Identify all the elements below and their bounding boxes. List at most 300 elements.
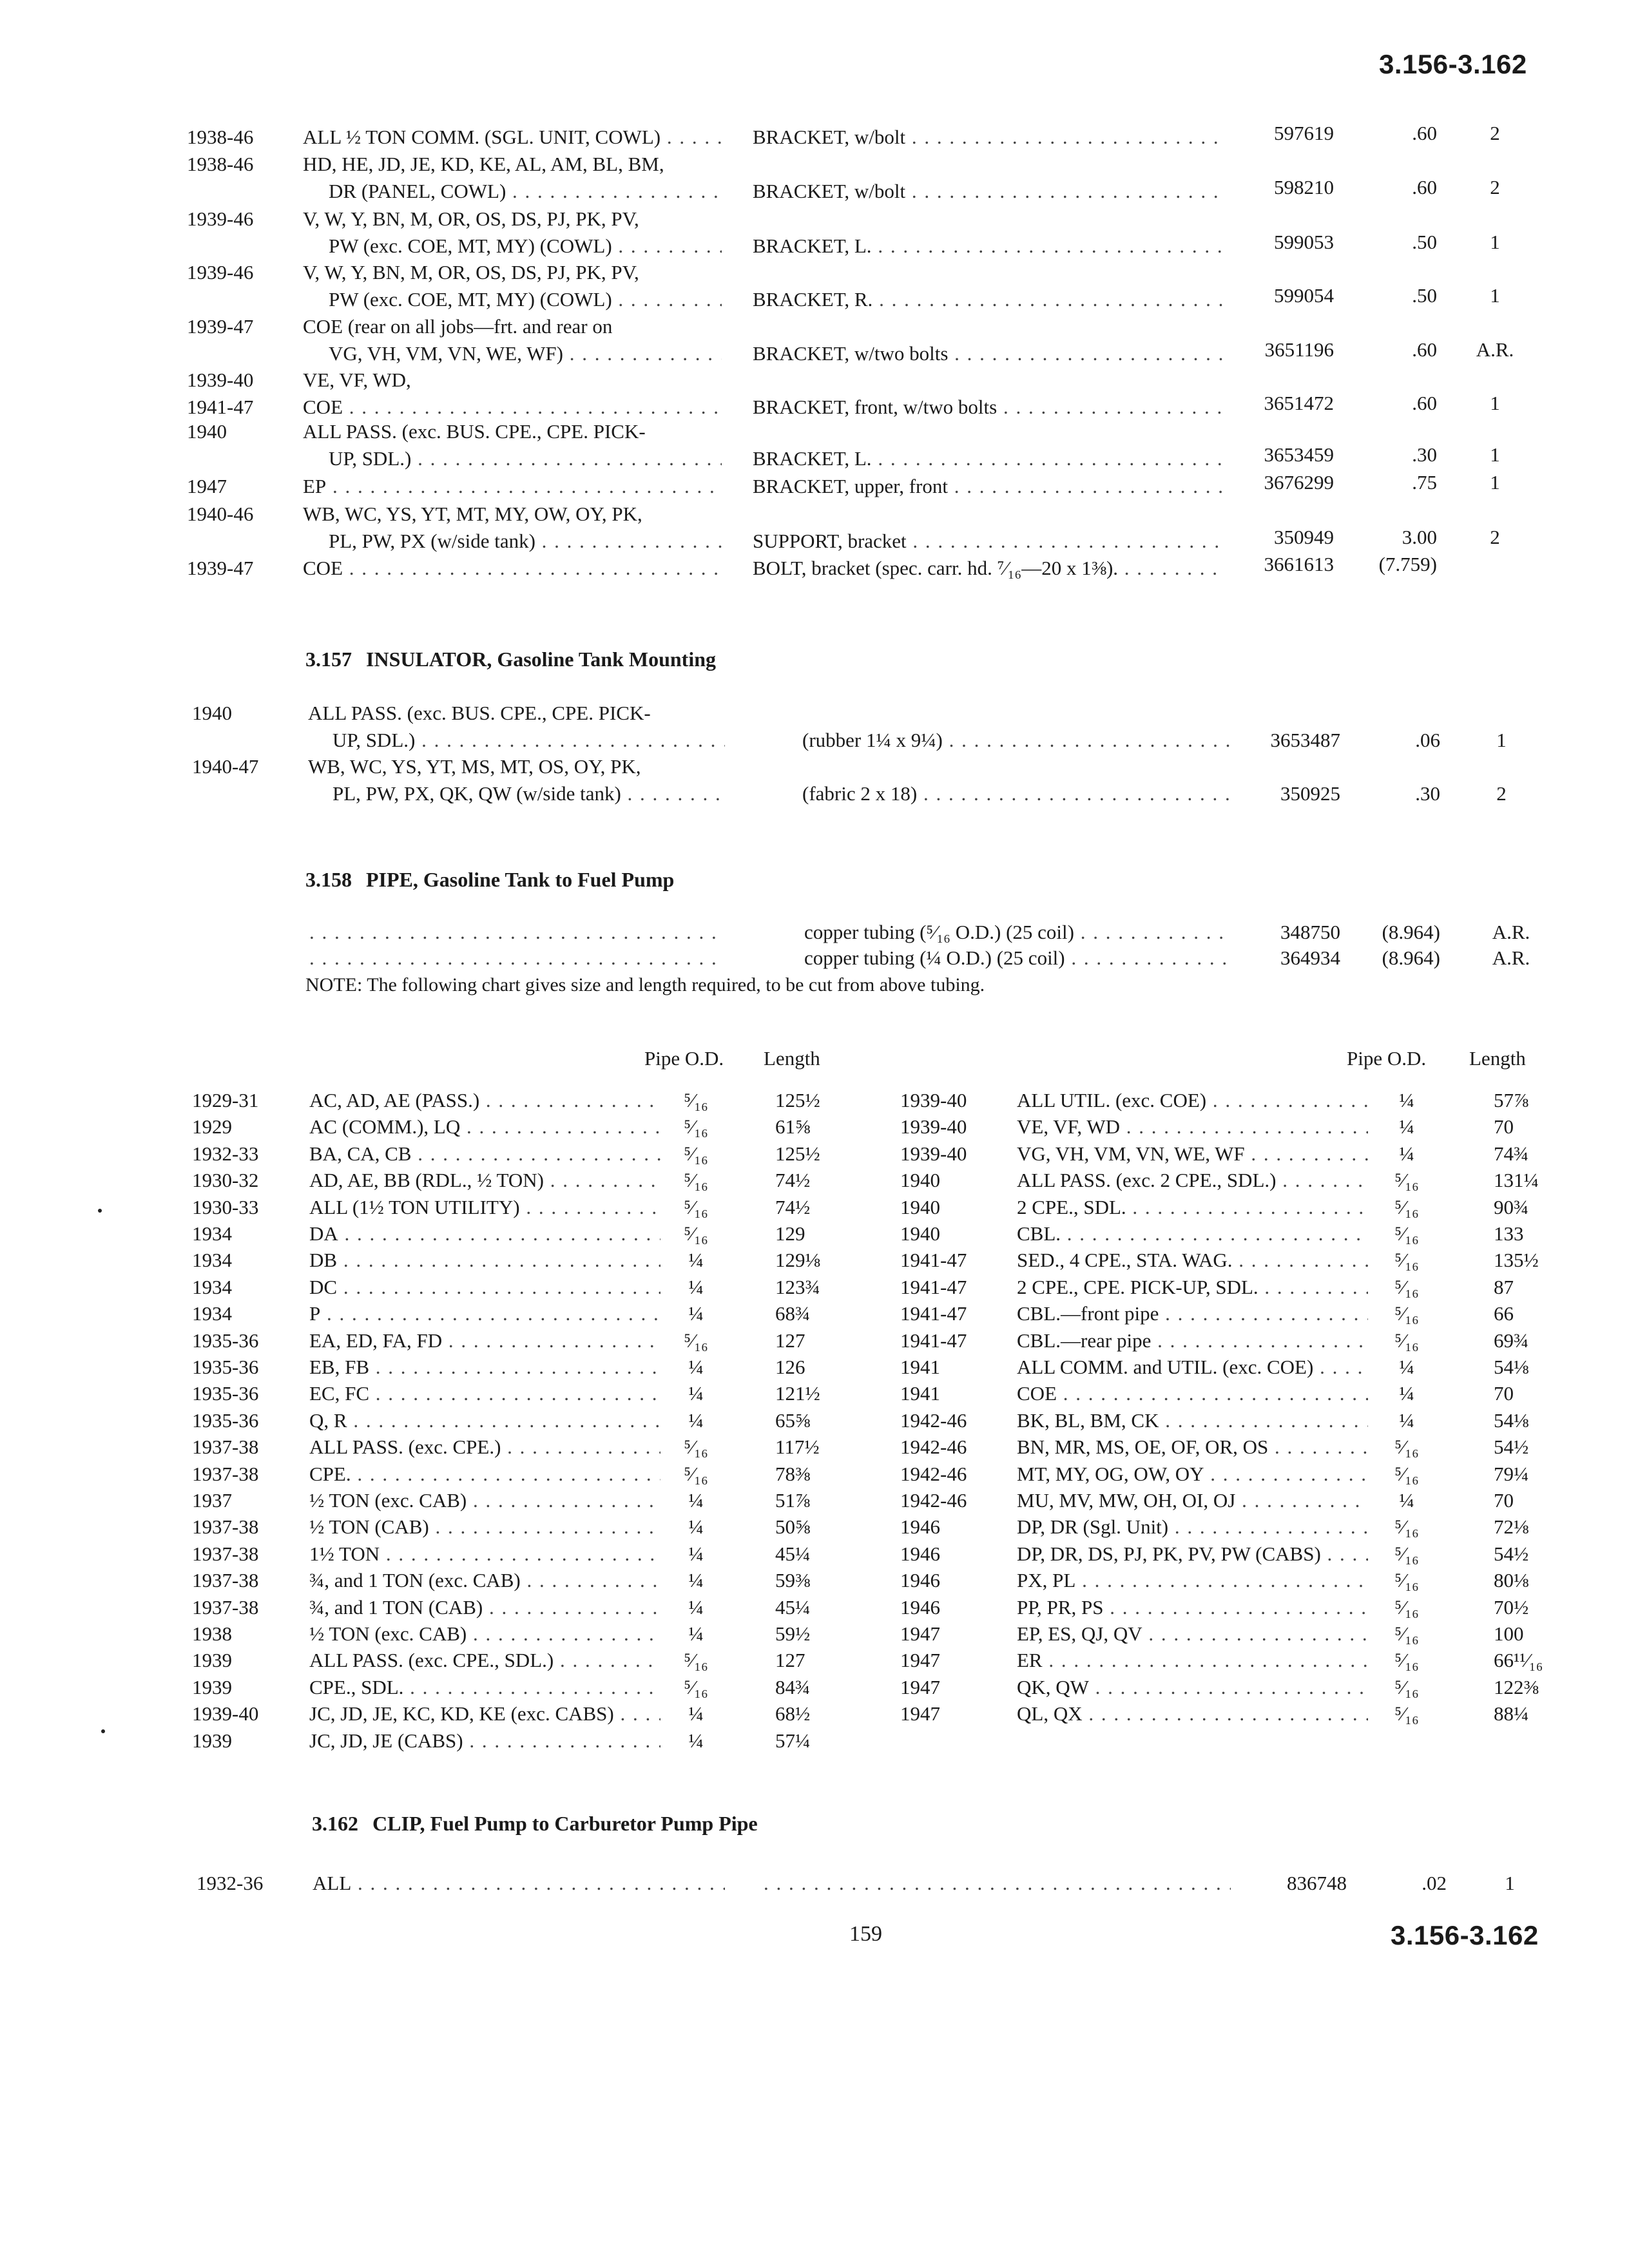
pipe-length: 87	[1494, 1276, 1514, 1298]
pipe-od: ⁵⁄₁₆	[1394, 1222, 1419, 1245]
model-text	[309, 919, 722, 945]
quantity: 1	[1490, 284, 1500, 307]
price: 3.00	[1402, 526, 1437, 548]
pipe-od: ⁵⁄₁₆	[1394, 1249, 1419, 1271]
pipe-od: ¼	[688, 1356, 704, 1378]
year: 1935-36	[192, 1329, 259, 1352]
model-text: EP, ES, QJ, QV . . .	[1017, 1621, 1368, 1647]
pipe-od: ⁵⁄₁₆	[1394, 1542, 1419, 1565]
pipe-length: 127	[775, 1649, 805, 1671]
model-text: PL, PW, PX (w/side tank) . . .	[329, 528, 722, 554]
pipe-od: ¼	[688, 1515, 704, 1538]
right-od-header: Pipe O.D.	[1347, 1047, 1427, 1070]
model-text: ALL . . .	[313, 1870, 725, 1896]
pipe-length: 59½	[775, 1622, 811, 1645]
pipe-length: 68¾	[775, 1302, 811, 1325]
pipe-od: ⁵⁄₁₆	[684, 1463, 708, 1485]
year: 1939-47	[187, 557, 254, 579]
model-text: VG, VH, VM, VN, WE, WF) . . .	[329, 341, 722, 367]
price: .02	[1422, 1872, 1447, 1894]
price: .75	[1412, 471, 1437, 494]
pipe-length: 54⅛	[1494, 1356, 1529, 1378]
pipe-length: 129⅛	[775, 1249, 820, 1271]
page-number: 159	[849, 1922, 882, 1946]
model-text: ALL PASS. (exc. BUS. CPE., CPE. PICK-	[303, 420, 646, 443]
year: 1939	[192, 1676, 232, 1698]
model-text: BN, MR, MS, OE, OF, OR, OS . . .	[1017, 1434, 1368, 1460]
model-text: ALL PASS. (exc. CPE.) . . .	[309, 1434, 660, 1460]
year: 1939-40	[900, 1115, 967, 1138]
model-text: DR (PANEL, COWL) . . .	[329, 178, 722, 204]
pipe-length: 54⅛	[1494, 1409, 1529, 1432]
section-title: PIPE, Gasoline Tank to Fuel Pump	[366, 868, 675, 891]
year: 1929	[192, 1115, 232, 1138]
year: 1930-32	[192, 1169, 259, 1191]
model-text: WB, WC, YS, YT, MS, MT, OS, OY, PK,	[308, 755, 641, 778]
pipe-od: ⁵⁄₁₆	[684, 1089, 708, 1111]
quantity: A.R.	[1476, 338, 1514, 361]
part-description: BRACKET, front, w/two bolts . . .	[753, 394, 1224, 420]
year: 1934	[192, 1276, 232, 1298]
pipe-od: ¼	[688, 1542, 704, 1565]
pipe-od: ¼	[688, 1569, 704, 1591]
pipe-length: 74¾	[1494, 1142, 1529, 1165]
section-number: 3.158	[305, 868, 352, 891]
pipe-length: 100	[1494, 1622, 1524, 1645]
year: 1937	[192, 1489, 232, 1512]
model-text: VE, VF, WD,	[303, 369, 411, 391]
year: 1939-46	[187, 261, 254, 284]
pipe-length: 57¼	[775, 1729, 811, 1752]
margin-dot	[101, 1729, 105, 1733]
part-description: BRACKET, R. . . .	[753, 287, 1224, 312]
model-text: PL, PW, PX, QK, QW (w/side tank) . . .	[333, 781, 725, 807]
pipe-od: ⁵⁄₁₆	[684, 1142, 708, 1165]
pipe-length: 90¾	[1494, 1196, 1529, 1218]
left-length-header: Length	[764, 1047, 820, 1070]
year: 1939	[192, 1729, 232, 1752]
model-text: ALL PASS. (exc. BUS. CPE., CPE. PICK-	[308, 702, 651, 724]
price: .50	[1412, 284, 1437, 307]
pipe-od: ¼	[1399, 1409, 1414, 1432]
pipe-od: ¼	[688, 1302, 704, 1325]
model-text: CPE. . . .	[309, 1461, 660, 1487]
model-text: ½ TON (CAB) . . .	[309, 1514, 660, 1540]
part-number: 836748	[1287, 1872, 1347, 1894]
pipe-od: ⁵⁄₁₆	[1394, 1515, 1419, 1538]
pipe-length: 70	[1494, 1489, 1514, 1512]
year: 1937-38	[192, 1596, 259, 1619]
pipe-length: 127	[775, 1329, 805, 1352]
model-text: PW (exc. COE, MT, MY) (COWL) . . .	[329, 233, 722, 259]
year: 1935-36	[192, 1409, 259, 1432]
pipe-od: ⁵⁄₁₆	[1394, 1329, 1419, 1352]
price: .30	[1415, 782, 1440, 805]
year: 1941-47	[900, 1302, 967, 1325]
section-title: INSULATOR, Gasoline Tank Mounting	[366, 648, 716, 671]
year: 1940	[192, 702, 232, 724]
pipe-od: ¼	[1399, 1142, 1414, 1165]
model-text: CBL.—rear pipe . . .	[1017, 1328, 1368, 1354]
model-text: JC, JD, JE (CABS) . . .	[309, 1728, 660, 1754]
price: .50	[1412, 231, 1437, 253]
part-description	[764, 1870, 1231, 1896]
pipe-length: 61⅝	[775, 1115, 811, 1138]
model-text: AC (COMM.), LQ . . .	[309, 1114, 660, 1140]
quantity: A.R.	[1492, 947, 1530, 969]
price: .60	[1412, 122, 1437, 144]
pipe-od: ⁵⁄₁₆	[1394, 1596, 1419, 1619]
pipe-length: 122⅜	[1494, 1676, 1539, 1698]
left-od-header: Pipe O.D.	[644, 1047, 724, 1070]
year: 1937-38	[192, 1515, 259, 1538]
model-text: WB, WC, YS, YT, MT, MY, OW, OY, PK,	[303, 503, 642, 525]
pipe-length: 50⅝	[775, 1515, 811, 1538]
pipe-od: ¼	[688, 1249, 704, 1271]
quantity: 2	[1490, 176, 1500, 198]
model-text: ½ TON (exc. CAB) . . .	[309, 1488, 660, 1514]
pipe-od: ¼	[688, 1382, 704, 1405]
model-text: ¾, and 1 TON (exc. CAB) . . .	[309, 1568, 660, 1593]
pipe-od: ¼	[688, 1276, 704, 1298]
price: .60	[1412, 176, 1437, 198]
pipe-od: ¼	[688, 1702, 704, 1725]
part-description: BOLT, bracket (spec. carr. hd. ⁷⁄₁₆—20 x 1⅜). . . .	[753, 555, 1224, 581]
model-text: DP, DR (Sgl. Unit) . . .	[1017, 1514, 1368, 1540]
year: 1946	[900, 1542, 940, 1565]
year: 1941	[900, 1356, 940, 1378]
pipe-od: ¼	[1399, 1356, 1414, 1378]
year: 1940	[900, 1169, 940, 1191]
model-text: VG, VH, VM, VN, WE, WF . . .	[1017, 1141, 1368, 1167]
part-number: 3661613	[1264, 553, 1334, 575]
pipe-length: 133	[1494, 1222, 1524, 1245]
year: 1942-46	[900, 1489, 967, 1512]
part-number: 350925	[1280, 782, 1340, 805]
part-number: 3651196	[1264, 338, 1334, 361]
model-text: SED., 4 CPE., STA. WAG. . . .	[1017, 1247, 1368, 1273]
pipe-length: 74½	[775, 1196, 811, 1218]
pipe-od: ⁵⁄₁₆	[1394, 1649, 1419, 1671]
part-description: (rubber 1¼ x 9¼) . . .	[802, 727, 1231, 753]
price: (7.759)	[1378, 553, 1437, 575]
pipe-length: 117½	[775, 1436, 820, 1458]
year: 1947	[900, 1676, 940, 1698]
pipe-length: 79¼	[1494, 1463, 1529, 1485]
section-3162-heading	[312, 1812, 758, 1836]
year: 1940	[900, 1196, 940, 1218]
model-text: EP . . .	[303, 474, 722, 499]
year: 1939-40	[900, 1089, 967, 1111]
part-number: 599054	[1274, 284, 1334, 307]
pipe-od: ⁵⁄₁₆	[1394, 1302, 1419, 1325]
model-text: COE . . .	[1017, 1381, 1368, 1407]
year: 1938-46	[187, 126, 254, 148]
pipe-od: ¼	[1399, 1115, 1414, 1138]
model-text: UP, SDL.) . . .	[333, 727, 725, 753]
model-text: MT, MY, OG, OW, OY . . .	[1017, 1461, 1368, 1487]
part-number: 599053	[1274, 231, 1334, 253]
model-text: ALL COMM. and UTIL. (exc. COE) . . .	[1017, 1354, 1368, 1380]
year: 1937-38	[192, 1542, 259, 1565]
pipe-length: 70½	[1494, 1596, 1529, 1619]
part-description: SUPPORT, bracket . . .	[753, 528, 1224, 554]
pipe-od: ⁵⁄₁₆	[684, 1329, 708, 1352]
model-text: COE . . .	[303, 394, 722, 420]
pipe-length: 123¾	[775, 1276, 820, 1298]
pipe-length: 135½	[1494, 1249, 1539, 1271]
model-text: VE, VF, WD . . .	[1017, 1114, 1368, 1140]
model-text: QL, QX . . .	[1017, 1701, 1368, 1727]
part-number: 3653459	[1264, 443, 1334, 466]
year: 1941-47	[900, 1249, 967, 1271]
page-range-bottom: 3.156-3.162	[1391, 1920, 1539, 1950]
year: 1941-47	[900, 1329, 967, 1352]
year: 1939-40	[187, 369, 254, 391]
part-description: BRACKET, w/bolt . . .	[753, 178, 1224, 204]
pipe-od: ⁵⁄₁₆	[684, 1649, 708, 1671]
model-text: PX, PL . . .	[1017, 1568, 1368, 1593]
model-text: PP, PR, PS . . .	[1017, 1595, 1368, 1620]
year: 1937-38	[192, 1436, 259, 1458]
part-description: (fabric 2 x 18) . . .	[802, 781, 1231, 807]
section-3157-heading	[305, 648, 716, 671]
model-text: CBL.—front pipe . . .	[1017, 1301, 1368, 1327]
year: 1946	[900, 1596, 940, 1619]
year: 1938-46	[187, 153, 254, 175]
pipe-length: 84¾	[775, 1676, 811, 1698]
quantity: 2	[1490, 526, 1500, 548]
model-text: 1½ TON . . .	[309, 1541, 660, 1567]
model-text: ALL PASS. (exc. CPE., SDL.) . . .	[309, 1648, 660, 1673]
model-text: AD, AE, BB (RDL., ½ TON) . . .	[309, 1168, 660, 1193]
pipe-od: ⁵⁄₁₆	[1394, 1463, 1419, 1485]
pipe-od: ¼	[688, 1729, 704, 1752]
pipe-length: 65⅝	[775, 1409, 811, 1432]
year: 1940	[900, 1222, 940, 1245]
section-number: 3.157	[305, 648, 352, 671]
price: (8.964)	[1382, 947, 1440, 969]
pipe-od: ¼	[1399, 1489, 1414, 1512]
pipe-length: 80⅛	[1494, 1569, 1529, 1591]
margin-dot	[98, 1209, 102, 1213]
part-description: BRACKET, w/bolt . . .	[753, 124, 1224, 150]
pipe-od: ¼	[1399, 1382, 1414, 1405]
model-text: PW (exc. COE, MT, MY) (COWL) . . .	[329, 287, 722, 312]
year: 1946	[900, 1569, 940, 1591]
page-range-top: 3.156-3.162	[1379, 49, 1527, 79]
pipe-length: 54½	[1494, 1542, 1529, 1565]
model-text: CPE., SDL. . . .	[309, 1675, 660, 1700]
pipe-length: 45¼	[775, 1596, 811, 1619]
pipe-length: 68½	[775, 1702, 811, 1725]
year: 1937-38	[192, 1569, 259, 1591]
quantity: 2	[1496, 782, 1507, 805]
year: 1940-46	[187, 503, 254, 525]
pipe-length: 121½	[775, 1382, 820, 1405]
section-title: CLIP, Fuel Pump to Carburetor Pump Pipe	[372, 1812, 758, 1835]
model-text: 2 CPE., CPE. PICK-UP, SDL. . . .	[1017, 1274, 1368, 1300]
year: 1935-36	[192, 1382, 259, 1405]
pipe-length: 126	[775, 1356, 805, 1378]
pipe-length: 45¼	[775, 1542, 811, 1565]
pipe-od: ⁵⁄₁₆	[1394, 1676, 1419, 1698]
model-text: ALL UTIL. (exc. COE) . . .	[1017, 1088, 1368, 1113]
pipe-od: ⁵⁄₁₆	[684, 1196, 708, 1218]
section-3158-note: NOTE: The following chart gives size and length required, to be cut from above tubing.	[305, 974, 985, 995]
pipe-od: ⁵⁄₁₆	[684, 1222, 708, 1245]
model-text: COE . . .	[303, 555, 722, 581]
model-text: V, W, Y, BN, M, OR, OS, DS, PJ, PK, PV,	[303, 261, 639, 284]
part-description: copper tubing (⁵⁄₁₆ O.D.) (25 coil) . . .	[804, 919, 1228, 945]
model-text: BA, CA, CB . . .	[309, 1141, 660, 1167]
part-number: 348750	[1280, 921, 1340, 943]
model-text: UP, SDL.) . . .	[329, 446, 722, 472]
year: 1932-36	[197, 1872, 264, 1894]
pipe-length: 78⅜	[775, 1463, 811, 1485]
model-text: V, W, Y, BN, M, OR, OS, DS, PJ, PK, PV,	[303, 207, 639, 230]
model-text: CBL. . . .	[1017, 1221, 1368, 1247]
model-text: JC, JD, JE, KC, KD, KE (exc. CABS) . . .	[309, 1701, 660, 1727]
year: 1947	[900, 1622, 940, 1645]
quantity: 1	[1490, 471, 1500, 494]
pipe-od: ¼	[688, 1596, 704, 1619]
pipe-od: ⁵⁄₁₆	[684, 1169, 708, 1191]
pipe-length: 72⅛	[1494, 1515, 1529, 1538]
pipe-od: ⁵⁄₁₆	[684, 1436, 708, 1458]
pipe-od: ⁵⁄₁₆	[1394, 1196, 1419, 1218]
part-description: BRACKET, L. . . .	[753, 446, 1224, 472]
quantity: 1	[1496, 729, 1507, 751]
quantity: A.R.	[1492, 921, 1530, 943]
model-text: DA . . .	[309, 1221, 660, 1247]
pipe-length: 74½	[775, 1169, 811, 1191]
pipe-od: ⁵⁄₁₆	[1394, 1569, 1419, 1591]
quantity: 2	[1490, 122, 1500, 144]
price: .06	[1415, 729, 1440, 751]
year: 1941-47	[900, 1276, 967, 1298]
year: 1930-33	[192, 1196, 259, 1218]
model-text: COE (rear on all jobs—frt. and rear on	[303, 315, 613, 338]
pipe-od: ⁵⁄₁₆	[1394, 1436, 1419, 1458]
model-text: Q, R . . .	[309, 1408, 660, 1434]
year: 1941	[900, 1382, 940, 1405]
pipe-length: 54½	[1494, 1436, 1529, 1458]
model-text: P . . .	[309, 1301, 660, 1327]
pipe-length: 88¼	[1494, 1702, 1529, 1725]
pipe-od: ⁵⁄₁₆	[1394, 1622, 1419, 1645]
model-text: DC . . .	[309, 1274, 660, 1300]
model-text: MU, MV, MW, OH, OI, OJ . . .	[1017, 1488, 1368, 1514]
quantity: 1	[1490, 443, 1500, 466]
pipe-length: 70	[1494, 1115, 1514, 1138]
part-description: BRACKET, L. . . .	[753, 233, 1224, 259]
price: .60	[1412, 392, 1437, 414]
model-text: ALL (1½ TON UTILITY) . . .	[309, 1195, 660, 1220]
pipe-od: ¼	[1399, 1089, 1414, 1111]
pipe-od: ¼	[688, 1622, 704, 1645]
year: 1932-33	[192, 1142, 259, 1165]
part-number: 597619	[1274, 122, 1334, 144]
model-text: ALL ½ TON COMM. (SGL. UNIT, COWL) . . .	[303, 124, 722, 150]
year: 1940	[187, 420, 227, 443]
right-length-header: Length	[1469, 1047, 1526, 1070]
model-text: QK, QW . . .	[1017, 1675, 1368, 1700]
pipe-length: 66	[1494, 1302, 1514, 1325]
price: (8.964)	[1382, 921, 1440, 943]
pipe-length: 69¾	[1494, 1329, 1529, 1352]
pipe-od: ⁵⁄₁₆	[684, 1115, 708, 1138]
pipe-od: ⁵⁄₁₆	[1394, 1276, 1419, 1298]
quantity: 1	[1505, 1872, 1515, 1894]
pipe-length: 129	[775, 1222, 805, 1245]
pipe-length: 125½	[775, 1142, 820, 1165]
pipe-od: ¼	[688, 1489, 704, 1512]
year: 1939-46	[187, 207, 254, 230]
year: 1942-46	[900, 1463, 967, 1485]
section-3158-heading	[305, 868, 674, 892]
model-text: EC, FC . . .	[309, 1381, 660, 1407]
part-description: BRACKET, w/two bolts . . .	[753, 341, 1224, 367]
pipe-od: ¼	[688, 1409, 704, 1432]
price: .60	[1412, 338, 1437, 361]
year: 1929-31	[192, 1089, 259, 1111]
price: .30	[1412, 443, 1437, 466]
part-number: 3653487	[1270, 729, 1340, 751]
year: 1942-46	[900, 1409, 967, 1432]
pipe-length: 70	[1494, 1382, 1514, 1405]
model-text: BK, BL, BM, CK . . .	[1017, 1408, 1368, 1434]
year: 1934	[192, 1249, 232, 1271]
year: 1947	[900, 1702, 940, 1725]
section-number: 3.162	[312, 1812, 358, 1835]
year: 1947	[187, 475, 227, 497]
model-text: DP, DR, DS, PJ, PK, PV, PW (CABS) . . .	[1017, 1541, 1368, 1567]
year: 1937-38	[192, 1463, 259, 1485]
part-number: 350949	[1274, 526, 1334, 548]
model-text: EB, FB . . .	[309, 1354, 660, 1380]
model-text: HD, HE, JD, JE, KD, KE, AL, AM, BL, BM,	[303, 153, 664, 175]
pipe-length: 131¼	[1494, 1169, 1539, 1191]
quantity: 1	[1490, 231, 1500, 253]
model-text: DB . . .	[309, 1247, 660, 1273]
pipe-length: 66¹¹⁄₁₆	[1494, 1649, 1543, 1671]
pipe-od: ⁵⁄₁₆	[684, 1676, 708, 1698]
year: 1934	[192, 1222, 232, 1245]
model-text	[309, 945, 722, 971]
year: 1939-47	[187, 315, 254, 338]
pipe-od: ⁵⁄₁₆	[1394, 1702, 1419, 1725]
year: 1946	[900, 1515, 940, 1538]
part-description: BRACKET, upper, front . . .	[753, 474, 1224, 499]
year: 1934	[192, 1302, 232, 1325]
part-number: 3676299	[1264, 471, 1334, 494]
model-text: ER . . .	[1017, 1648, 1368, 1673]
pipe-length: 59⅜	[775, 1569, 811, 1591]
pipe-length: 125½	[775, 1089, 820, 1111]
part-number: 364934	[1280, 947, 1340, 969]
pipe-length: 57⅞	[1494, 1089, 1529, 1111]
pipe-length: 51⅞	[775, 1489, 811, 1512]
model-text: ½ TON (exc. CAB) . . .	[309, 1621, 660, 1647]
pipe-od: ⁵⁄₁₆	[1394, 1169, 1419, 1191]
year: 1939-40	[192, 1702, 259, 1725]
part-description: copper tubing (¼ O.D.) (25 coil) . . .	[804, 945, 1228, 971]
year: 1935-36	[192, 1356, 259, 1378]
quantity: 1	[1490, 392, 1500, 414]
year: 1942-46	[900, 1436, 967, 1458]
model-text: AC, AD, AE (PASS.) . . .	[309, 1088, 660, 1113]
